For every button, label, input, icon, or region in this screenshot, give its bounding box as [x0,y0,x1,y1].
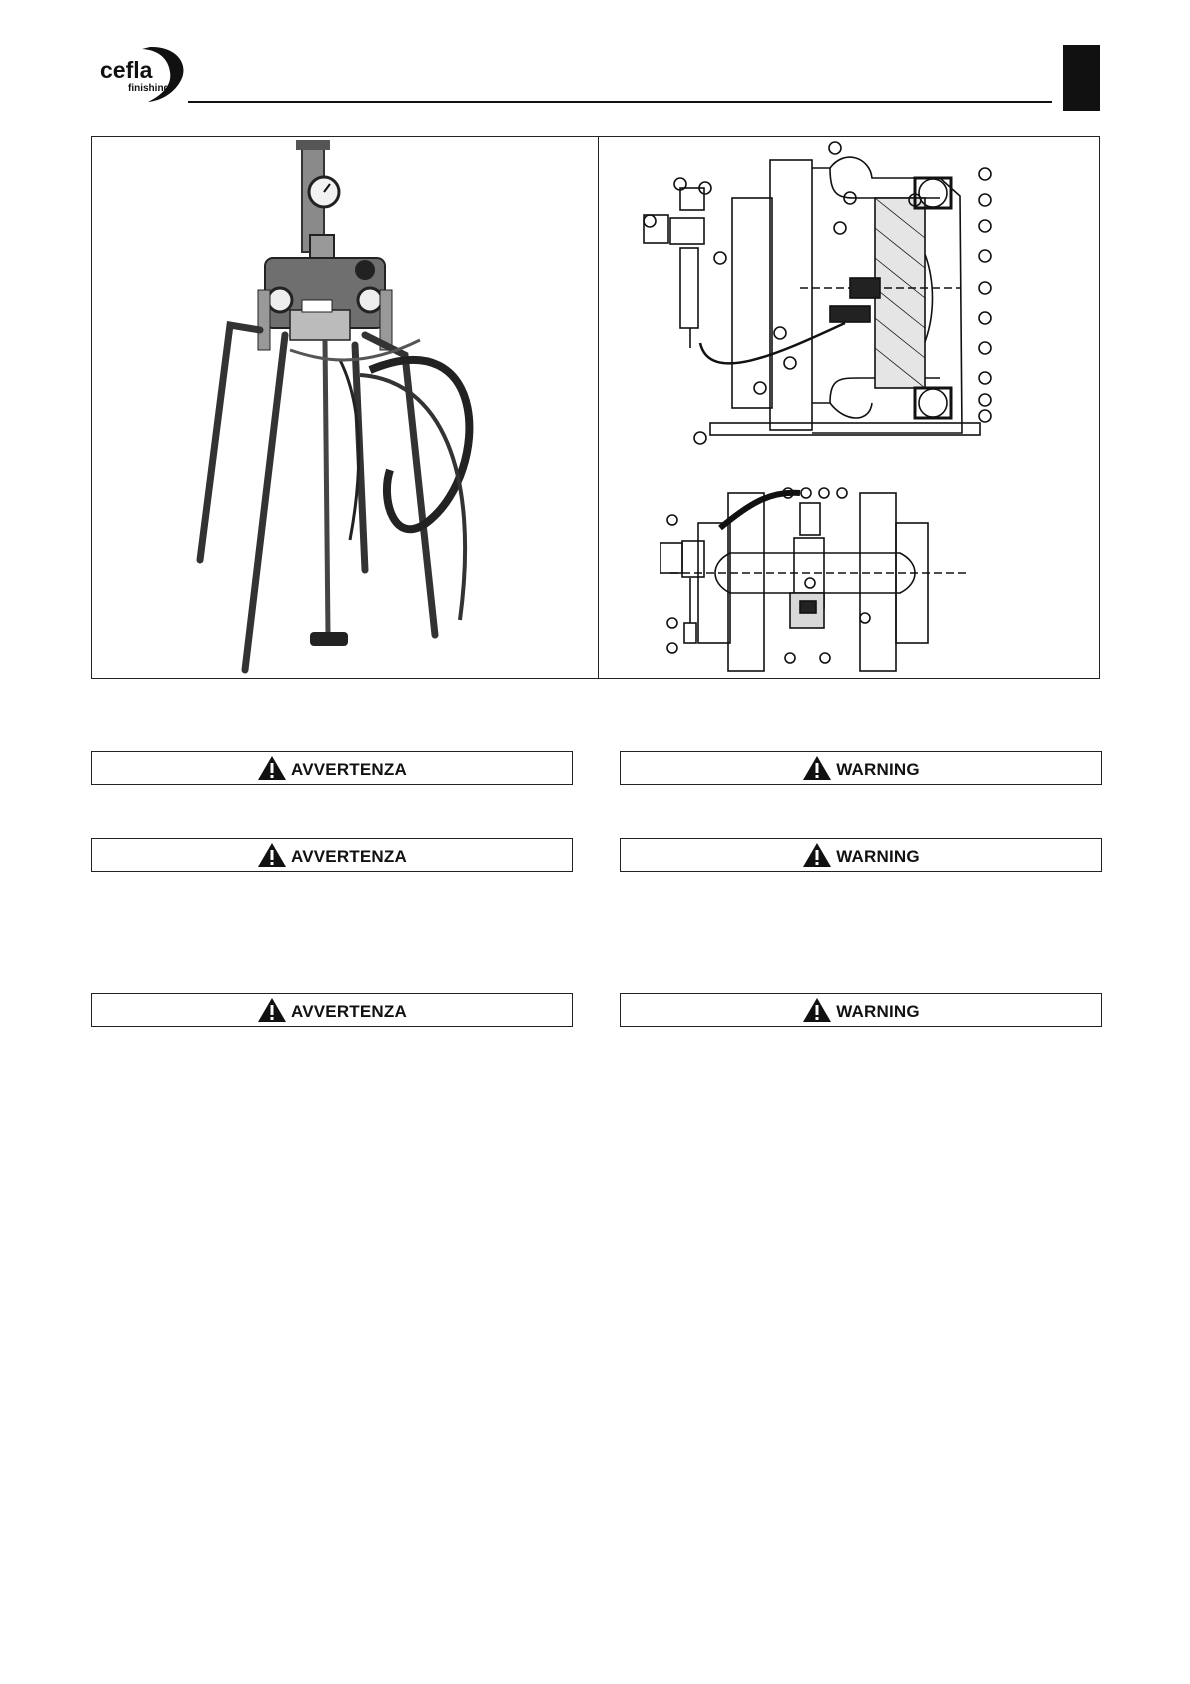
warning-box-it-2 [91,838,573,872]
warning-label-it: AVVERTENZA [291,760,407,779]
warning-box-en-3 [620,993,1102,1027]
warning-label-it: AVVERTENZA [291,1002,407,1021]
warning-label-en: WARNING [836,760,920,779]
warning-box-en-1 [620,751,1102,785]
warning-label-en: WARNING [836,847,920,866]
pump-photo [190,140,510,675]
warning-triangle-icon [257,842,287,868]
warning-label-en: WARNING [836,1002,920,1021]
plan-drawing [660,483,980,675]
warning-label-it: AVVERTENZA [291,847,407,866]
cefla-logo [98,44,188,106]
header-rule [188,101,1052,103]
sectional-drawing [640,138,1000,463]
warning-box-en-2 [620,838,1102,872]
logo-text-main: cefla [100,57,153,83]
figure-divider [598,136,599,679]
warning-triangle-icon [802,755,832,781]
logo-text-sub: finishing [128,83,170,94]
section-tab [1063,45,1100,111]
warning-triangle-icon [802,842,832,868]
warning-box-it-1 [91,751,573,785]
warning-triangle-icon [802,997,832,1023]
warning-box-it-3 [91,993,573,1027]
warning-triangle-icon [257,755,287,781]
warning-triangle-icon [257,997,287,1023]
